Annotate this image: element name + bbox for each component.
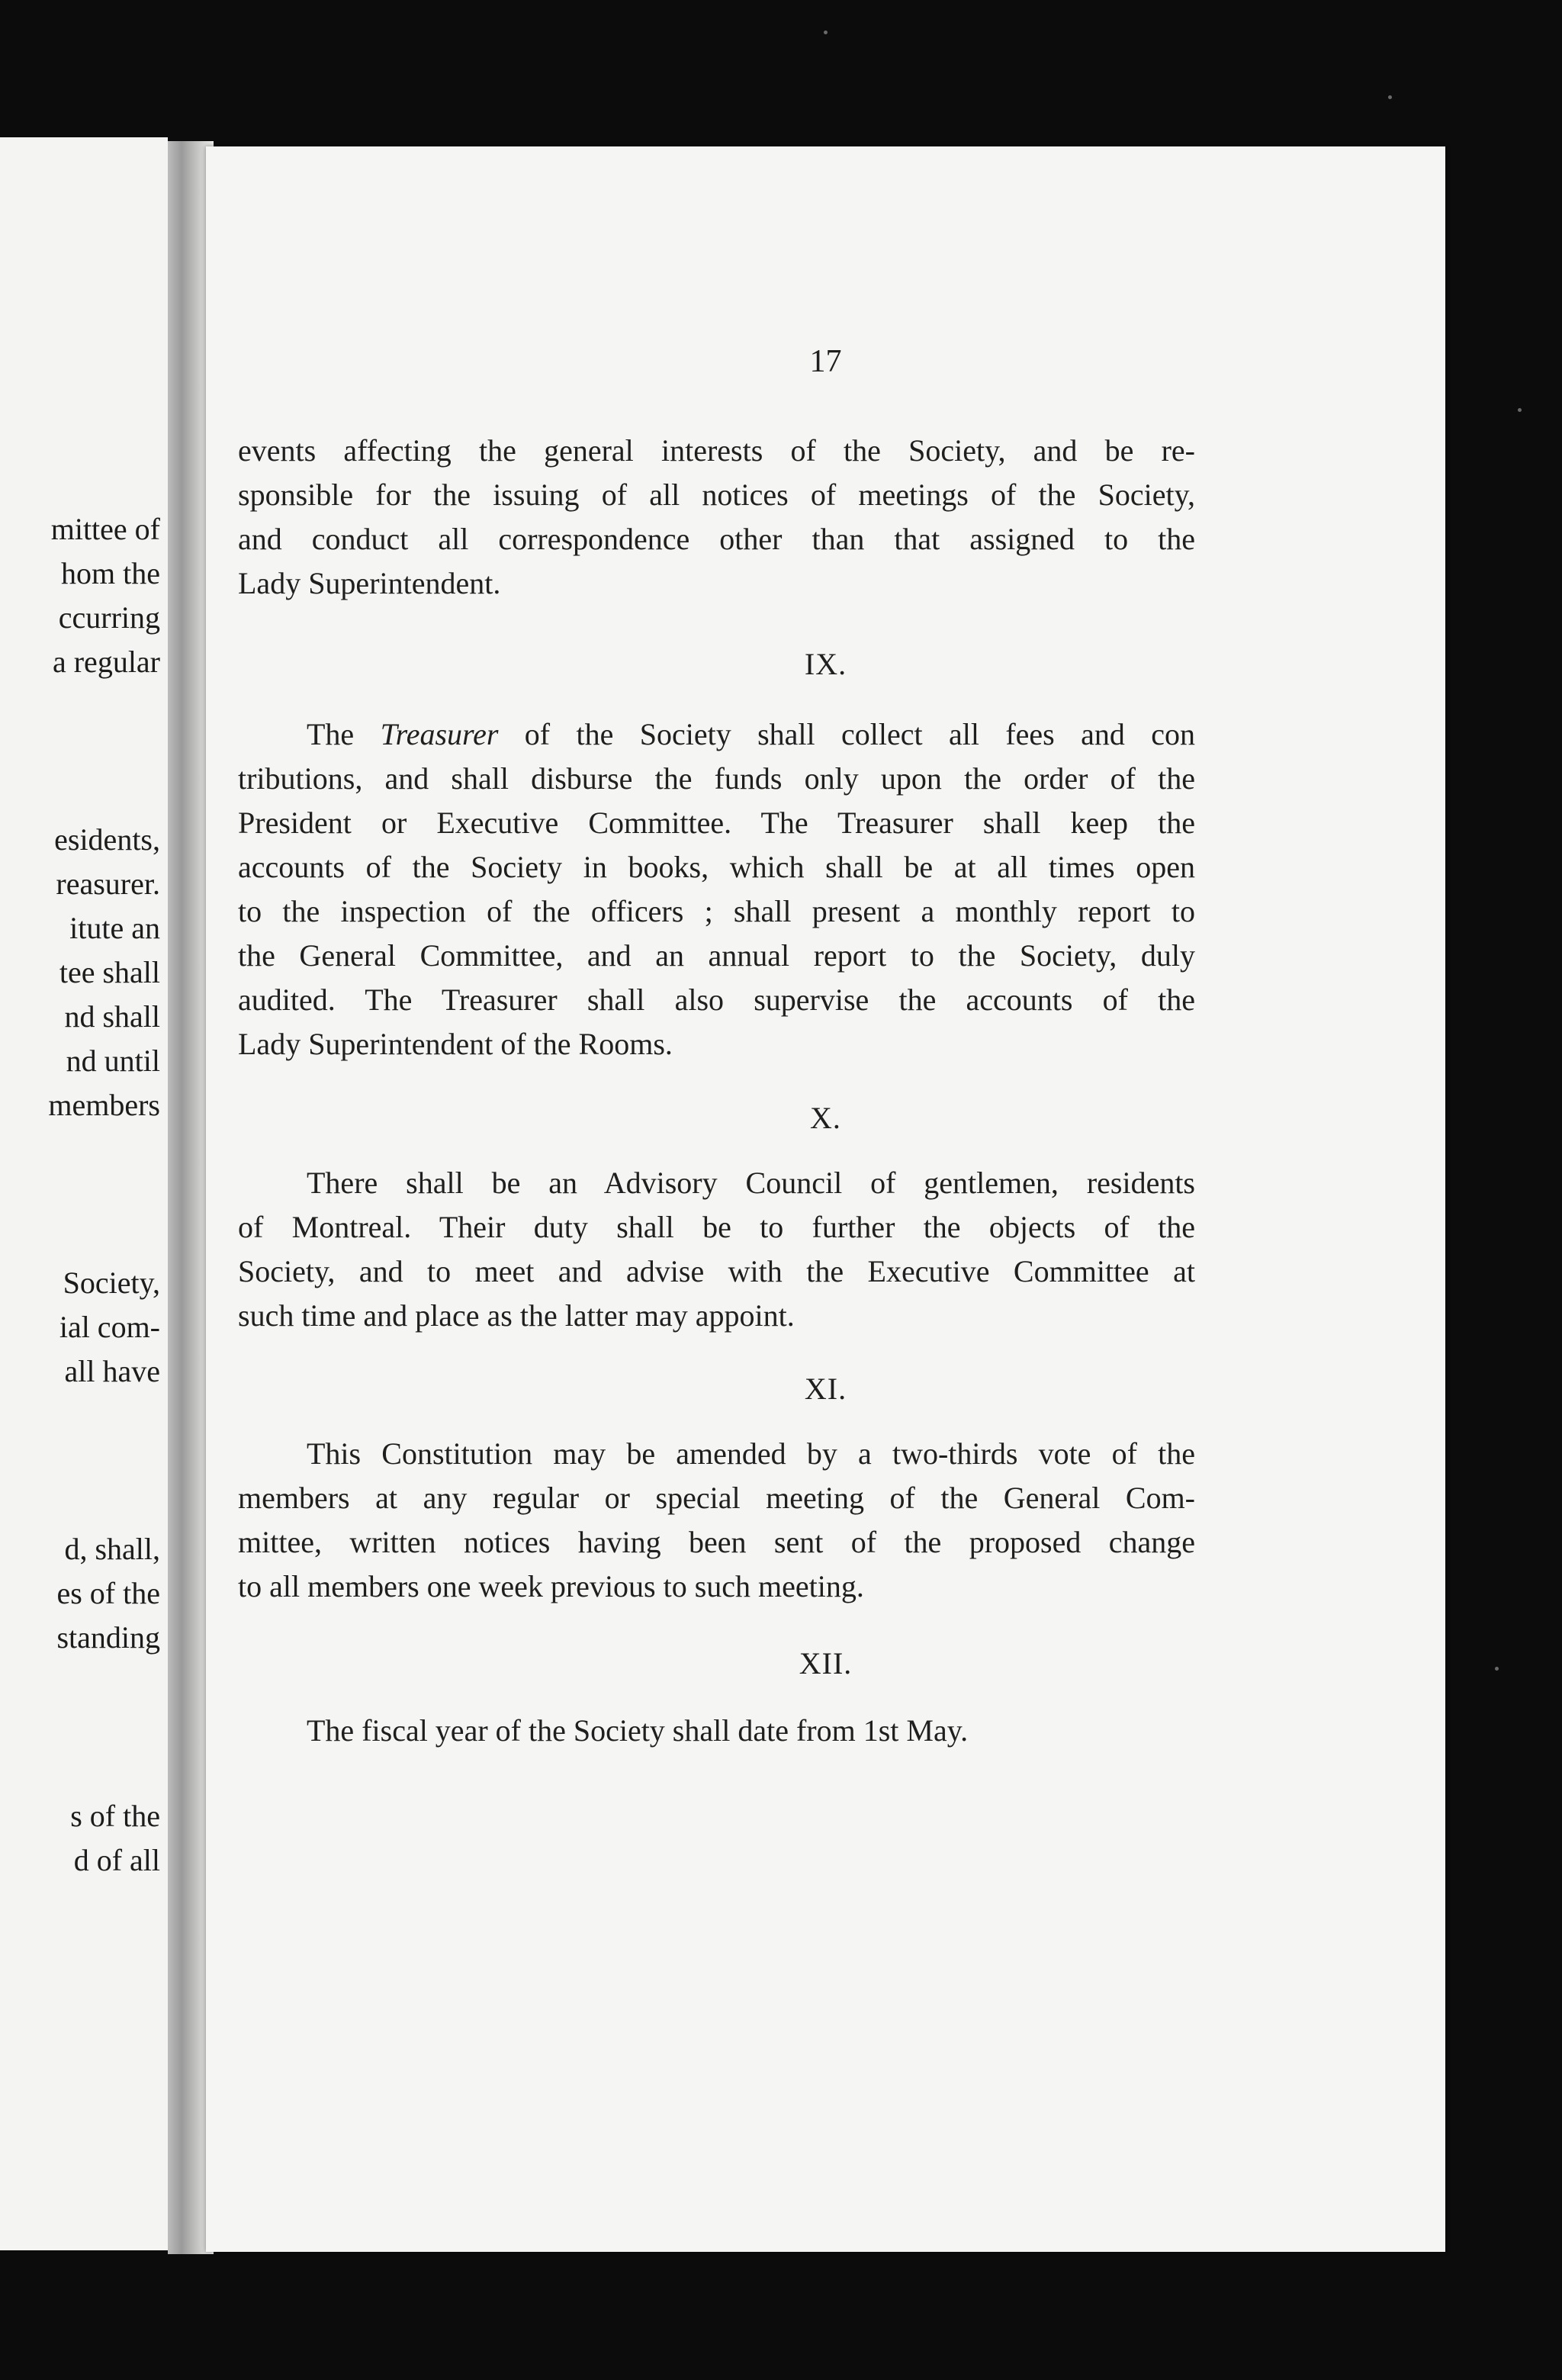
text-line: members at any regular or special meeting of the General Com- [238,1481,1195,1515]
text-line: This Constitution may be amended by a two-thirds vote of the [307,1436,1195,1471]
section-heading: XII. [799,1646,853,1680]
text-line: sponsible for the issuing of all notices of meetings of the Society, [238,478,1195,512]
left-fragment: esidents, [54,822,160,857]
previous-page [0,137,168,2250]
text-line: of Montreal. Their duty shall be to further the objects of the [238,1210,1195,1244]
left-fragment: members [48,1088,160,1122]
text-line: audited. The Treasurer shall also supervise the accounts of the [238,983,1195,1017]
page-number: 17 [809,344,842,379]
text-line: The fiscal year of the Society shall date from 1st May. [307,1713,969,1748]
scan-speck [824,31,828,34]
left-fragment: a regular [52,645,160,679]
document-page [206,146,1445,2252]
left-fragment: es of the [56,1576,160,1610]
section-heading: XI. [804,1372,847,1406]
italic-term: Treasurer [380,717,499,751]
text-line: The Treasurer of the Society shall collect all fees and con [307,717,1196,751]
left-fragment: mittee of [50,512,160,546]
text-line: Society, and to meet and advise with the Executive Committee at [238,1254,1195,1288]
left-fragment: d, shall, [64,1532,160,1566]
section-paragraph [238,1161,1195,1338]
text-line: mittee, written notices having been sent of the proposed change [238,1525,1195,1559]
section-heading: IX. [804,647,847,681]
section-paragraph [238,712,1195,1066]
left-fragment: reasurer. [56,867,160,901]
scan-speck [1495,1667,1499,1671]
text-line: Lady Superintendent of the Rooms. [238,1027,673,1061]
left-fragment: nd shall [64,999,160,1034]
left-fragment: s of the [70,1799,160,1833]
text-line: There shall be an Advisory Council of gentlemen, residents [307,1166,1195,1200]
left-fragment: tee shall [59,955,160,989]
text-line: to the inspection of the officers ; shall present a monthly report to [238,894,1195,928]
text-line: Lady Superintendent. [238,566,501,600]
left-fragment: hom the [61,556,160,590]
text-line: to all members one week previous to such meeting. [238,1569,864,1603]
left-fragment: Society, [63,1266,160,1300]
left-fragment: ial com- [59,1310,160,1344]
text-line: President or Executive Committee. The Treasurer shall keep the [238,806,1195,840]
scan-speck [1388,95,1392,99]
left-fragment: all have [64,1354,160,1388]
text-line: accounts of the Society in books, which shall be at all times open [238,850,1195,884]
left-fragment: standing [56,1620,160,1655]
left-fragment: d of all [73,1843,160,1877]
text-line: such time and place as the latter may appoint. [238,1298,795,1333]
left-fragment: itute an [69,911,160,945]
section-paragraph [238,1432,1195,1609]
text-line: and conduct all correspondence other than that assigned to the [238,522,1195,556]
text-line: the General Committee, and an annual report to the Society, duly [238,938,1195,973]
text-line: tributions, and shall disburse the funds only upon the order of the [238,761,1195,796]
section-heading: X. [810,1101,841,1135]
left-fragment: ccurring [58,600,160,635]
intro-paragraph [238,429,1195,606]
scan-speck [1518,408,1522,412]
left-fragment: nd until [66,1044,160,1078]
text-line: events affecting the general interests of the Society, and be re- [238,433,1195,468]
section-paragraph [238,1709,1195,1753]
